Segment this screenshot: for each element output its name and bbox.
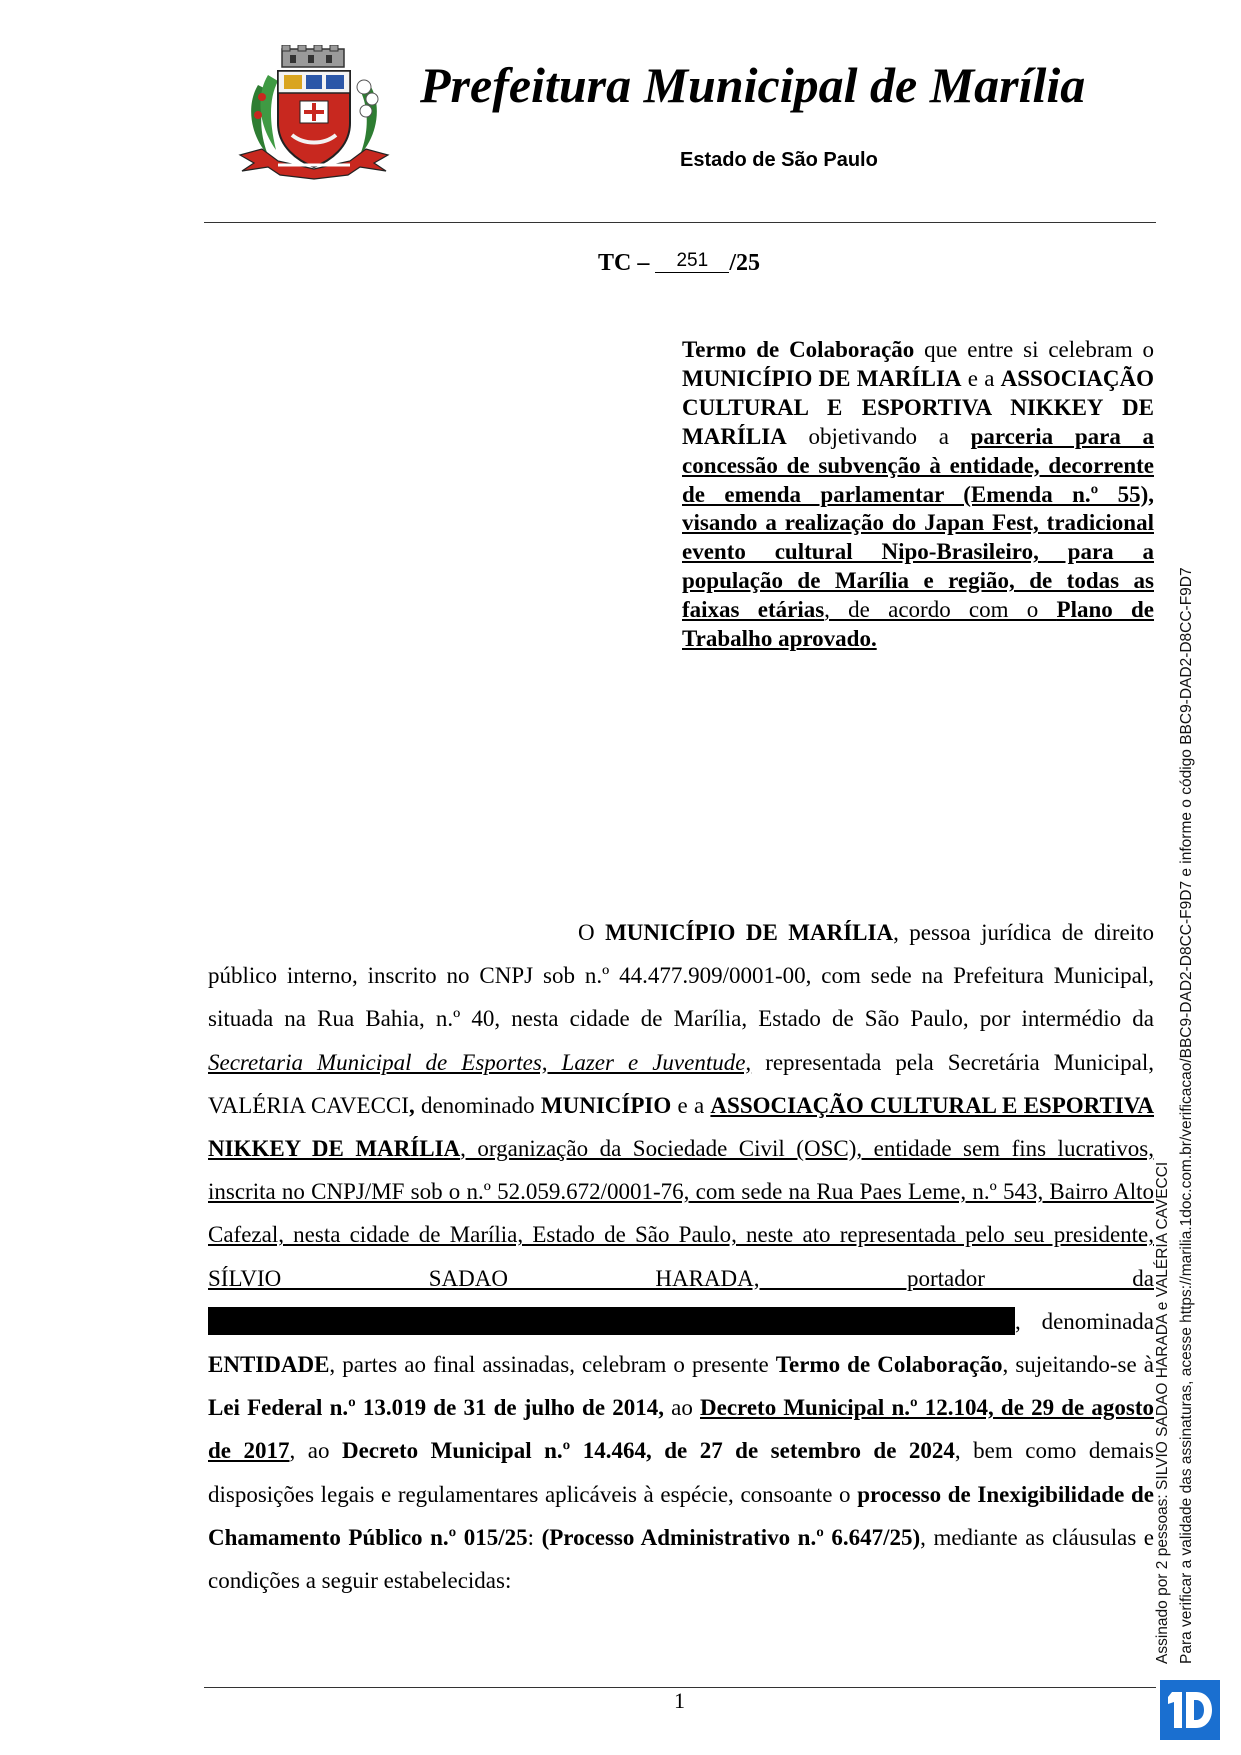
body-municipality: MUNICÍPIO DE MARÍLIA [605,920,894,945]
body-text: , sujeitando-se à [1002,1352,1154,1378]
body-entity: ASSOCIAÇÃO CULTURAL E ESPORTIVA NIKKEY DE MARÍLIA [208,1092,1154,1162]
body-text: , bem como demais disposições legais e regulamentares aplicáveis à espécie, consoante o [208,1438,1154,1507]
ementa-term: Termo de Colaboração [682,337,915,362]
term-number-value: 251 [655,250,729,273]
body-admin-process: (Processo Administrativo n.º 6.647/25) [541,1524,921,1550]
body-text: e a [671,1092,711,1118]
page-subtitle: Estado de São Paulo [680,149,878,171]
body-entity-details: , organização da Sociedade Civil (OSC), entidade sem fins lucrativos, inscrita no CNPJ/MF sob o n.º 52.059.672/0001-76, com sede na Rua Paes Leme, n.º 543, Bairro Alto Cafezal, nesta cidade de Marília, Estado de São Paulo, neste ato representada pelo seu presidente, SÍLVIO SADAO HARADA, portador da [208,1136,1155,1291]
ementa-paragraph [682,336,1154,654]
body-text: : [527,1524,542,1550]
term-suffix: /25 [729,250,761,276]
body-text: , denominada [1015,1308,1154,1334]
body-text: ao [663,1395,700,1421]
ementa-work-plan: Plano de Trabalho aprovado. [682,597,1155,652]
preamble-paragraph [208,911,1154,1602]
signature-note-line1: Assinado por 2 pessoas: SILVIO SADAO HARADA e VALÉRIA CAVECCI [1154,1161,1171,1664]
body-text: denominado [414,1092,541,1118]
body-process: processo de Inexigibilidade de Chamamento Público n.º 015/25 [208,1481,1154,1550]
body-text: , partes ao final assinadas, celebram o presente [329,1352,776,1378]
body-decree-1: Decreto Municipal n.º 12.104, de 29 de agosto de 2017 [208,1395,1154,1464]
page-number: 1 [674,1688,685,1713]
signature-note [1151,524,1207,1664]
signature-note-line2[interactable]: Para verificar a validade das assinaturas, acesse https://marilia.1doc.com.br/verificacao/BBC9-DAD2-D8CC-F9D7 e informe o código BBC9-DAD2-D8CC-F9D7 [1178,567,1195,1664]
body-entity-short: ENTIDADE [208,1352,330,1378]
term-prefix: TC – [598,250,650,276]
body-decree-2: Decreto Municipal n.º 14.464, de 27 de setembro de 2024 [341,1438,955,1464]
body-term: Termo de Colaboração [775,1352,1003,1378]
ementa-text: e a [961,365,1001,391]
coat-of-arms-icon [238,45,390,187]
ementa-object: parceria para a concessão de subvenção à entidade, decorrente de emenda parlamentar (Emenda n.º 55), visando a realização do Japan Fest, tradicional evento cultural Nipo-Brasileiro, para a população de Marília e região, de todas as faixas etárias [682,423,1155,623]
body-text: , ao [289,1438,342,1464]
body-municipality-short: MUNICÍPIO [540,1092,672,1118]
body-text: , pessoa jurídica de direito público interno, inscrito no CNPJ sob n.º 44.477.909/0001-00, com sede na Prefeitura Municipal, situada na Rua Bahia, n.º 40, nesta cidade de Marília, Estado de São Paulo, por intermédio da [208,920,1154,1032]
ementa-text: objetivando a [786,423,971,449]
ementa-municipality: MUNICÍPIO DE MARÍLIA [682,365,962,391]
ementa-text: , de acordo com o [824,597,1057,623]
body-text: , mediante as cláusulas e condições a seguir estabelecidas: [208,1524,1155,1594]
header-divider [204,222,1156,223]
ementa-text: que entre si celebram o [914,337,1155,362]
body-federal-law: Lei Federal n.º 13.019 de 31 de julho de 2014, [208,1395,664,1421]
page-title: Prefeitura Municipal de Marília [420,57,1086,113]
body-text: representada pela Secretária Municipal, VALÉRIA CAVECCI [208,1049,1154,1118]
redacted-block [208,1307,1015,1335]
ementa-entity: ASSOCIAÇÃO CULTURAL E ESPORTIVA NIKKEY DE MARÍLIA [682,365,1155,449]
body-text: O [578,920,606,945]
1doc-logo-icon[interactable] [1160,1680,1220,1740]
1doc-glyph-icon [1166,1688,1214,1732]
term-number [598,250,760,277]
body-secretariat: Secretaria Municipal de Esportes, Lazer e Juventude, [208,1049,752,1075]
body-text: , [408,1092,415,1118]
